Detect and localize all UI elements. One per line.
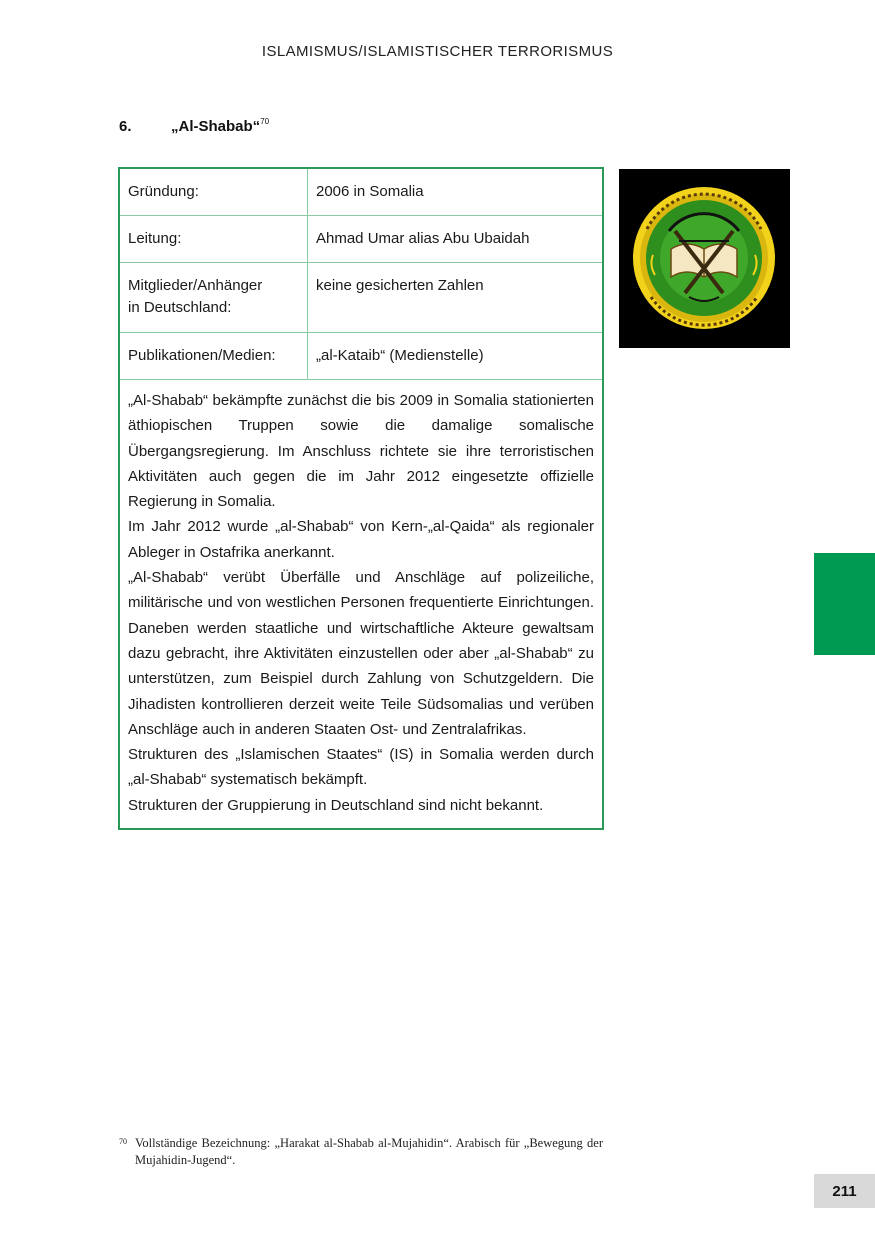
body-paragraph: „Al-Shabab“ verübt Überfälle und Anschläge auf polizeiliche, militärische und von westlichen Personen frequentierte Einrichtungen. Daneben werden staatliche und wirtschaftliche Akteure gewaltsam dazu gebracht, ihre Aktivitäten einzustellen oder aber „al-Shabab“ zu unterstützen, zum Beispiel durch Zahlung von Schutzgeldern. Die Jihadisten kontrollieren derzeit weite Teile Südsomalias und verüben Anschläge auch in anderen Staaten Ost- und Zentralafrikas. [128,569,594,738]
footnote-mark: 70 [119,1137,127,1146]
fact-row-leadership [120,216,602,263]
fact-row-members [120,263,602,333]
body-paragraph: Strukturen des „Islamischen Staates“ (IS) in Somalia werden durch „al-Shabab“ systematisch bekämpft. [128,746,594,789]
body-paragraph: Strukturen der Gruppierung in Deutschland sind nicht bekannt. [128,796,544,814]
fact-value: 2006 in Somalia [316,183,424,200]
body-paragraph: Im Jahr 2012 wurde „al-Shabab“ von Kern-„al-Qaida“ als regionaler Ableger in Ostafrika anerkannt. [128,518,594,561]
footnote-text: Vollständige Bezeichnung: „Harakat al-Shabab al-Mujahidin“. Arabisch für „Bewegung der Mujahidin-Jugend“. [135,1136,603,1167]
fact-row-founding [120,169,602,216]
fact-row-publications [120,333,602,380]
chapter-tab [814,553,875,655]
footnote [119,1135,603,1169]
fact-label: Gründung: [120,169,308,215]
section-heading [119,118,269,135]
page-number: 211 [814,1174,875,1208]
fact-label-line: in Deutschland: [128,299,232,316]
fact-label: Leitung: [120,216,308,262]
fact-value: Ahmad Umar alias Abu Ubaidah [316,230,530,247]
body-paragraph: „Al-Shabab“ bekämpfte zunächst die bis 2009 in Somalia stationierten äthiopischen Truppen sowie die damalige somalische Übergangsregierung. Im Anschluss richtete sie ihre terroristischen Aktivitäten auch gegen die im Jahr 2012 eingesetzte offizielle Regierung in Somalia. [128,392,594,511]
running-header: ISLAMISMUS/ISLAMISTISCHER TERRORISMUS [261,43,614,60]
fact-value: „al-Kataib“ (Medienstelle) [316,347,484,364]
al-shabab-emblem-icon [619,169,790,348]
fact-label: Publikationen/Medien: [120,333,308,379]
section-number: 6. [119,118,132,135]
fact-label [120,263,308,332]
fact-box [118,167,604,830]
fact-value: keine gesicherten Zahlen [316,277,484,294]
emblem-graphic [619,169,790,348]
fact-label-line: Mitglieder/Anhänger [128,277,263,294]
fact-body [120,380,602,828]
footnote-reference: 70 [260,117,270,126]
section-title: „Al-Shabab“ [171,118,261,135]
